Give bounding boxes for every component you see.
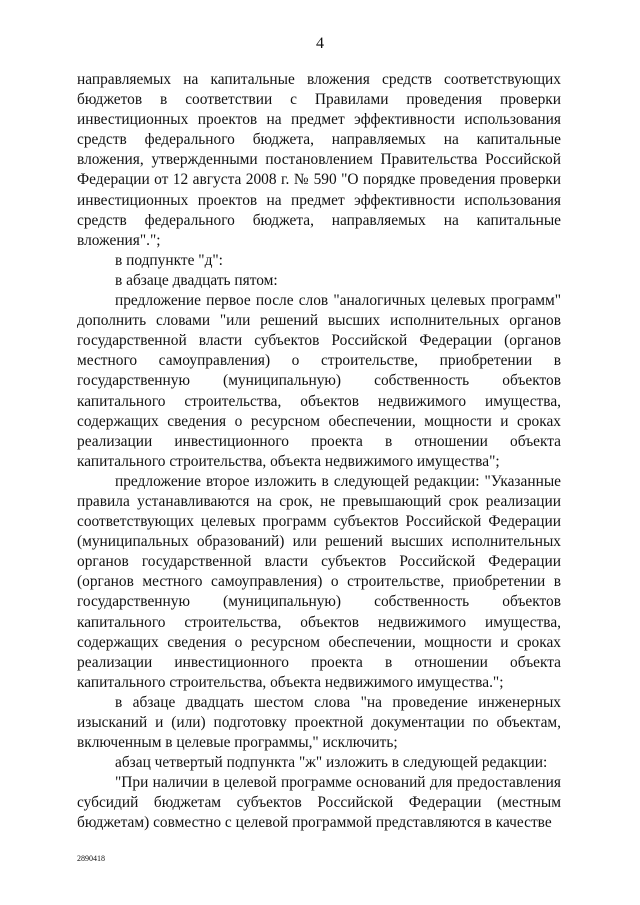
document-body [77, 70, 561, 834]
paragraph-abzac-25: в абзаце двадцать пятом: [115, 271, 278, 289]
paragraph-continuation: направляемых на капитальные вложения средств соответствующих бюджетов в соответствии с Правилами проведения проверки инвестиционных проектов на предмет эффективности использования средств федерального бюджета, направляемых на капитальные вложения, утвержденными постановлением Правительства Российской Федерации от 12 августа 2008 г. № 590 "О порядке проведения проверки инвестиционных проектов на предмет эффективности использования средств федерального бюджета, направляемых на капитальные вложения"."; [77, 71, 561, 249]
paragraph-new-text: "При наличии в целевой программе оснований для предоставления субсидий бюджетам субъектов Российской Федерации (местным бюджетам) совместно с целевой программой представляются в качестве [77, 774, 561, 832]
paragraph-subitem-d: в подпункте "д": [115, 251, 223, 269]
paragraph-first-sentence: предложение первое после слов "аналогичных целевых программ" дополнить словами "или решений высших исполнительных органов государственной власти субъектов Российской Федерации (органов местного самоуправления) о строительстве, приобретении в государственную (муниципальную) собственность объектов капитального строительства, объектов недвижимого имущества, содержащих сведения о ресурсном обеспечении, мощности и сроках реализации инвестиционного проекта в отношении объекта капитального строительства, объекта недвижимого имущества"; [77, 292, 561, 470]
paragraph-second-sentence: предложение второе изложить в следующей редакции: "Указанные правила устанавливаются на срок, не превышающий срок реализации соответствующих целевых программ субъектов Российской Федерации (муниципальных образований) или решений высших исполнительных органов государственной власти субъектов Российской Федерации (органов местного самоуправления) о строительстве, приобретении в государственную (муниципальную) собственность объектов капитального строительства, объектов недвижимого имущества, содержащих сведения о ресурсном обеспечении, мощности и сроках реализации инвестиционного проекта в отношении объекта капитального строительства, объекта недвижимого имущества."; [77, 472, 561, 691]
document-code: 2890418 [77, 854, 105, 863]
page-number: 4 [316, 35, 324, 52]
paragraph-subitem-zh: абзац четвертый подпункта "ж" изложить в следующей редакции: [115, 754, 548, 772]
paragraph-abzac-26: в абзаце двадцать шестом слова "на проведение инженерных изысканий и (или) подготовку проектной документации по объектам, включенным в целевые программы," исключить; [77, 693, 561, 752]
